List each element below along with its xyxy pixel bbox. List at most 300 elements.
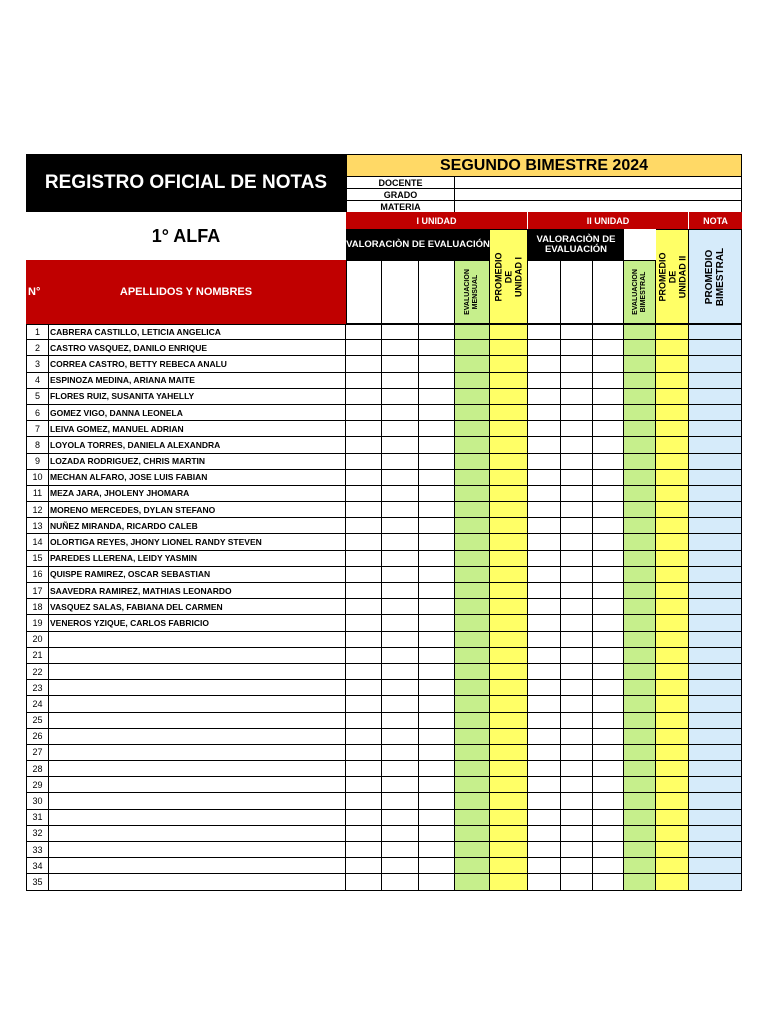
eval-1-cell[interactable] bbox=[346, 551, 382, 567]
student-name[interactable] bbox=[49, 793, 346, 809]
eval-5-cell[interactable] bbox=[561, 793, 593, 809]
eval-1-cell[interactable] bbox=[346, 518, 382, 534]
promedio-unidad-1-cell[interactable] bbox=[490, 518, 528, 534]
eval-bimestral-cell[interactable] bbox=[624, 437, 656, 453]
eval-1-cell[interactable] bbox=[346, 340, 382, 356]
promedio-unidad-1-cell[interactable] bbox=[490, 551, 528, 567]
eval-6-cell[interactable] bbox=[593, 842, 624, 858]
eval-mensual-cell[interactable] bbox=[455, 356, 490, 372]
eval-bimestral-cell[interactable] bbox=[624, 356, 656, 372]
promedio-unidad-1-cell[interactable] bbox=[490, 567, 528, 583]
eval-4-cell[interactable] bbox=[528, 615, 561, 631]
eval-4-cell[interactable] bbox=[528, 437, 561, 453]
student-name[interactable]: CORREA CASTRO, BETTY REBECA ANALU bbox=[49, 356, 346, 372]
eval-4-cell[interactable] bbox=[528, 874, 561, 890]
student-name[interactable]: MEZA JARA, JHOLENY JHOMARA bbox=[49, 486, 346, 502]
eval-bimestral-cell[interactable] bbox=[624, 842, 656, 858]
eval-mensual-cell[interactable] bbox=[455, 874, 490, 890]
student-name[interactable]: MECHAN ALFARO, JOSE LUIS FABIAN bbox=[49, 470, 346, 486]
eval-3-cell[interactable] bbox=[419, 437, 455, 453]
eval-bimestral-cell[interactable] bbox=[624, 615, 656, 631]
promedio-unidad-2-cell[interactable] bbox=[656, 437, 689, 453]
eval-2-cell[interactable] bbox=[382, 777, 419, 793]
promedio-unidad-2-cell[interactable] bbox=[656, 632, 689, 648]
eval-1-cell[interactable] bbox=[346, 696, 382, 712]
eval-mensual-cell[interactable] bbox=[455, 340, 490, 356]
eval-1-cell[interactable] bbox=[346, 356, 382, 372]
eval-bimestral-cell[interactable] bbox=[624, 389, 656, 405]
promedio-unidad-1-cell[interactable] bbox=[490, 470, 528, 486]
eval-6-cell[interactable] bbox=[593, 793, 624, 809]
eval-2-cell[interactable] bbox=[382, 826, 419, 842]
eval-5-cell[interactable] bbox=[561, 874, 593, 890]
eval-mensual-cell[interactable] bbox=[455, 761, 490, 777]
student-name[interactable] bbox=[49, 632, 346, 648]
student-name[interactable] bbox=[49, 777, 346, 793]
eval-4-cell[interactable] bbox=[528, 421, 561, 437]
student-name[interactable]: CASTRO VASQUEZ, DANILO ENRIQUE bbox=[49, 340, 346, 356]
promedio-unidad-1-cell[interactable] bbox=[490, 502, 528, 518]
eval-1-cell[interactable] bbox=[346, 842, 382, 858]
promedio-unidad-2-cell[interactable] bbox=[656, 325, 689, 340]
promedio-unidad-2-cell[interactable] bbox=[656, 745, 689, 761]
eval-4-cell[interactable] bbox=[528, 389, 561, 405]
promedio-unidad-2-cell[interactable] bbox=[656, 567, 689, 583]
eval-5-cell[interactable] bbox=[561, 713, 593, 729]
student-name[interactable]: LEIVA GOMEZ, MANUEL ADRIAN bbox=[49, 421, 346, 437]
eval-6-cell[interactable] bbox=[593, 518, 624, 534]
promedio-bimestral-cell[interactable] bbox=[689, 874, 742, 890]
eval-3-cell[interactable] bbox=[419, 648, 455, 664]
eval-bimestral-cell[interactable] bbox=[624, 826, 656, 842]
promedio-unidad-1-cell[interactable] bbox=[490, 729, 528, 745]
eval-4-cell[interactable] bbox=[528, 405, 561, 421]
eval-1-cell[interactable] bbox=[346, 648, 382, 664]
eval-6-cell[interactable] bbox=[593, 826, 624, 842]
eval-bimestral-cell[interactable] bbox=[624, 696, 656, 712]
eval-2-cell[interactable] bbox=[382, 437, 419, 453]
promedio-bimestral-cell[interactable] bbox=[689, 583, 742, 599]
eval-mensual-cell[interactable] bbox=[455, 745, 490, 761]
eval-mensual-cell[interactable] bbox=[455, 777, 490, 793]
eval-3-cell[interactable] bbox=[419, 745, 455, 761]
promedio-unidad-1-cell[interactable] bbox=[490, 874, 528, 890]
eval-5-cell[interactable] bbox=[561, 340, 593, 356]
eval-3-cell[interactable] bbox=[419, 615, 455, 631]
eval-2-cell[interactable] bbox=[382, 373, 419, 389]
eval-5-cell[interactable] bbox=[561, 664, 593, 680]
eval-mensual-cell[interactable] bbox=[455, 696, 490, 712]
eval-3-cell[interactable] bbox=[419, 454, 455, 470]
eval-5-cell[interactable] bbox=[561, 356, 593, 372]
eval-3-cell[interactable] bbox=[419, 340, 455, 356]
eval-2-cell[interactable] bbox=[382, 405, 419, 421]
eval-5-cell[interactable] bbox=[561, 615, 593, 631]
eval-6-cell[interactable] bbox=[593, 632, 624, 648]
promedio-bimestral-cell[interactable] bbox=[689, 745, 742, 761]
eval-2-cell[interactable] bbox=[382, 551, 419, 567]
eval-2-cell[interactable] bbox=[382, 470, 419, 486]
eval-1-cell[interactable] bbox=[346, 534, 382, 550]
eval-4-cell[interactable] bbox=[528, 518, 561, 534]
eval-3-cell[interactable] bbox=[419, 858, 455, 874]
eval-5-cell[interactable] bbox=[561, 325, 593, 340]
eval-6-cell[interactable] bbox=[593, 470, 624, 486]
eval-3-cell[interactable] bbox=[419, 518, 455, 534]
promedio-unidad-2-cell[interactable] bbox=[656, 518, 689, 534]
eval-2-cell[interactable] bbox=[382, 664, 419, 680]
promedio-unidad-1-cell[interactable] bbox=[490, 745, 528, 761]
eval-6-cell[interactable] bbox=[593, 486, 624, 502]
eval-mensual-cell[interactable] bbox=[455, 325, 490, 340]
eval-5-cell[interactable] bbox=[561, 373, 593, 389]
eval-1-cell[interactable] bbox=[346, 325, 382, 340]
promedio-unidad-1-cell[interactable] bbox=[490, 437, 528, 453]
eval-3-cell[interactable] bbox=[419, 874, 455, 890]
promedio-unidad-1-cell[interactable] bbox=[490, 534, 528, 550]
student-name[interactable]: SAAVEDRA RAMIREZ, MATHIAS LEONARDO bbox=[49, 583, 346, 599]
eval-bimestral-cell[interactable] bbox=[624, 518, 656, 534]
student-name[interactable] bbox=[49, 761, 346, 777]
promedio-unidad-1-cell[interactable] bbox=[490, 454, 528, 470]
eval-1-cell[interactable] bbox=[346, 858, 382, 874]
eval-mensual-cell[interactable] bbox=[455, 599, 490, 615]
eval-4-cell[interactable] bbox=[528, 599, 561, 615]
promedio-unidad-1-cell[interactable] bbox=[490, 356, 528, 372]
promedio-unidad-2-cell[interactable] bbox=[656, 696, 689, 712]
promedio-bimestral-cell[interactable] bbox=[689, 729, 742, 745]
eval-bimestral-cell[interactable] bbox=[624, 729, 656, 745]
eval-bimestral-cell[interactable] bbox=[624, 470, 656, 486]
eval-5-cell[interactable] bbox=[561, 437, 593, 453]
eval-mensual-cell[interactable] bbox=[455, 842, 490, 858]
eval-6-cell[interactable] bbox=[593, 858, 624, 874]
eval-bimestral-cell[interactable] bbox=[624, 680, 656, 696]
eval-mensual-cell[interactable] bbox=[455, 729, 490, 745]
eval-mensual-cell[interactable] bbox=[455, 486, 490, 502]
promedio-unidad-2-cell[interactable] bbox=[656, 761, 689, 777]
student-name[interactable]: OLORTIGA REYES, JHONY LIONEL RANDY STEVEN bbox=[49, 534, 346, 550]
promedio-unidad-1-cell[interactable] bbox=[490, 373, 528, 389]
eval-3-cell[interactable] bbox=[419, 373, 455, 389]
eval-4-cell[interactable] bbox=[528, 502, 561, 518]
student-name[interactable]: MORENO MERCEDES, DYLAN STEFANO bbox=[49, 502, 346, 518]
student-name[interactable]: GOMEZ VIGO, DANNA LEONELA bbox=[49, 405, 346, 421]
promedio-bimestral-cell[interactable] bbox=[689, 793, 742, 809]
eval-6-cell[interactable] bbox=[593, 325, 624, 340]
student-name[interactable] bbox=[49, 729, 346, 745]
eval-4-cell[interactable] bbox=[528, 648, 561, 664]
eval-2-cell[interactable] bbox=[382, 340, 419, 356]
eval-bimestral-cell[interactable] bbox=[624, 534, 656, 550]
eval-mensual-cell[interactable] bbox=[455, 583, 490, 599]
eval-6-cell[interactable] bbox=[593, 534, 624, 550]
eval-5-cell[interactable] bbox=[561, 534, 593, 550]
eval-1-cell[interactable] bbox=[346, 373, 382, 389]
promedio-unidad-1-cell[interactable] bbox=[490, 761, 528, 777]
eval-6-cell[interactable] bbox=[593, 615, 624, 631]
eval-5-cell[interactable] bbox=[561, 632, 593, 648]
eval-bimestral-cell[interactable] bbox=[624, 340, 656, 356]
eval-bimestral-cell[interactable] bbox=[624, 421, 656, 437]
promedio-bimestral-cell[interactable] bbox=[689, 437, 742, 453]
promedio-bimestral-cell[interactable] bbox=[689, 486, 742, 502]
eval-1-cell[interactable] bbox=[346, 874, 382, 890]
student-name[interactable]: FLORES RUIZ, SUSANITA YAHELLY bbox=[49, 389, 346, 405]
eval-6-cell[interactable] bbox=[593, 356, 624, 372]
promedio-unidad-2-cell[interactable] bbox=[656, 486, 689, 502]
eval-2-cell[interactable] bbox=[382, 356, 419, 372]
eval-2-cell[interactable] bbox=[382, 615, 419, 631]
promedio-bimestral-cell[interactable] bbox=[689, 389, 742, 405]
eval-6-cell[interactable] bbox=[593, 664, 624, 680]
promedio-unidad-1-cell[interactable] bbox=[490, 777, 528, 793]
eval-1-cell[interactable] bbox=[346, 454, 382, 470]
eval-bimestral-cell[interactable] bbox=[624, 777, 656, 793]
eval-6-cell[interactable] bbox=[593, 810, 624, 826]
eval-1-cell[interactable] bbox=[346, 713, 382, 729]
student-name[interactable] bbox=[49, 842, 346, 858]
eval-3-cell[interactable] bbox=[419, 826, 455, 842]
promedio-bimestral-cell[interactable] bbox=[689, 567, 742, 583]
eval-4-cell[interactable] bbox=[528, 470, 561, 486]
eval-3-cell[interactable] bbox=[419, 696, 455, 712]
student-name[interactable] bbox=[49, 648, 346, 664]
eval-1-cell[interactable] bbox=[346, 615, 382, 631]
eval-5-cell[interactable] bbox=[561, 648, 593, 664]
eval-5-cell[interactable] bbox=[561, 583, 593, 599]
eval-2-cell[interactable] bbox=[382, 421, 419, 437]
eval-6-cell[interactable] bbox=[593, 421, 624, 437]
eval-3-cell[interactable] bbox=[419, 421, 455, 437]
eval-1-cell[interactable] bbox=[346, 729, 382, 745]
promedio-unidad-2-cell[interactable] bbox=[656, 826, 689, 842]
promedio-bimestral-cell[interactable] bbox=[689, 454, 742, 470]
eval-1-cell[interactable] bbox=[346, 680, 382, 696]
eval-2-cell[interactable] bbox=[382, 534, 419, 550]
eval-2-cell[interactable] bbox=[382, 583, 419, 599]
promedio-unidad-1-cell[interactable] bbox=[490, 486, 528, 502]
promedio-unidad-1-cell[interactable] bbox=[490, 713, 528, 729]
eval-4-cell[interactable] bbox=[528, 729, 561, 745]
promedio-unidad-2-cell[interactable] bbox=[656, 551, 689, 567]
student-name[interactable]: VASQUEZ SALAS, FABIANA DEL CARMEN bbox=[49, 599, 346, 615]
eval-2-cell[interactable] bbox=[382, 502, 419, 518]
promedio-unidad-2-cell[interactable] bbox=[656, 470, 689, 486]
eval-4-cell[interactable] bbox=[528, 632, 561, 648]
promedio-bimestral-cell[interactable] bbox=[689, 551, 742, 567]
eval-4-cell[interactable] bbox=[528, 551, 561, 567]
promedio-bimestral-cell[interactable] bbox=[689, 696, 742, 712]
promedio-unidad-2-cell[interactable] bbox=[656, 373, 689, 389]
promedio-bimestral-cell[interactable] bbox=[689, 761, 742, 777]
eval-5-cell[interactable] bbox=[561, 567, 593, 583]
eval-bimestral-cell[interactable] bbox=[624, 664, 656, 680]
student-name[interactable] bbox=[49, 713, 346, 729]
eval-4-cell[interactable] bbox=[528, 534, 561, 550]
promedio-unidad-2-cell[interactable] bbox=[656, 729, 689, 745]
promedio-unidad-2-cell[interactable] bbox=[656, 648, 689, 664]
student-name[interactable] bbox=[49, 696, 346, 712]
eval-bimestral-cell[interactable] bbox=[624, 567, 656, 583]
eval-6-cell[interactable] bbox=[593, 761, 624, 777]
eval-bimestral-cell[interactable] bbox=[624, 325, 656, 340]
eval-bimestral-cell[interactable] bbox=[624, 713, 656, 729]
promedio-unidad-2-cell[interactable] bbox=[656, 713, 689, 729]
promedio-unidad-1-cell[interactable] bbox=[490, 583, 528, 599]
eval-6-cell[interactable] bbox=[593, 373, 624, 389]
eval-6-cell[interactable] bbox=[593, 389, 624, 405]
promedio-unidad-1-cell[interactable] bbox=[490, 810, 528, 826]
eval-mensual-cell[interactable] bbox=[455, 826, 490, 842]
eval-bimestral-cell[interactable] bbox=[624, 745, 656, 761]
student-name[interactable]: QUISPE RAMIREZ, OSCAR SEBASTIAN bbox=[49, 567, 346, 583]
eval-mensual-cell[interactable] bbox=[455, 470, 490, 486]
promedio-unidad-1-cell[interactable] bbox=[490, 842, 528, 858]
eval-mensual-cell[interactable] bbox=[455, 551, 490, 567]
eval-3-cell[interactable] bbox=[419, 664, 455, 680]
eval-1-cell[interactable] bbox=[346, 777, 382, 793]
eval-5-cell[interactable] bbox=[561, 486, 593, 502]
eval-3-cell[interactable] bbox=[419, 777, 455, 793]
eval-4-cell[interactable] bbox=[528, 664, 561, 680]
eval-1-cell[interactable] bbox=[346, 810, 382, 826]
student-name[interactable] bbox=[49, 664, 346, 680]
promedio-unidad-2-cell[interactable] bbox=[656, 858, 689, 874]
eval-3-cell[interactable] bbox=[419, 599, 455, 615]
eval-6-cell[interactable] bbox=[593, 729, 624, 745]
promedio-unidad-2-cell[interactable] bbox=[656, 842, 689, 858]
eval-mensual-cell[interactable] bbox=[455, 713, 490, 729]
eval-5-cell[interactable] bbox=[561, 696, 593, 712]
eval-mensual-cell[interactable] bbox=[455, 858, 490, 874]
eval-2-cell[interactable] bbox=[382, 486, 419, 502]
promedio-unidad-2-cell[interactable] bbox=[656, 389, 689, 405]
student-name[interactable] bbox=[49, 858, 346, 874]
eval-bimestral-cell[interactable] bbox=[624, 486, 656, 502]
eval-bimestral-cell[interactable] bbox=[624, 761, 656, 777]
eval-3-cell[interactable] bbox=[419, 729, 455, 745]
eval-4-cell[interactable] bbox=[528, 761, 561, 777]
student-name[interactable] bbox=[49, 826, 346, 842]
promedio-bimestral-cell[interactable] bbox=[689, 325, 742, 340]
eval-1-cell[interactable] bbox=[346, 437, 382, 453]
eval-mensual-cell[interactable] bbox=[455, 502, 490, 518]
eval-3-cell[interactable] bbox=[419, 325, 455, 340]
eval-1-cell[interactable] bbox=[346, 405, 382, 421]
promedio-bimestral-cell[interactable] bbox=[689, 373, 742, 389]
eval-1-cell[interactable] bbox=[346, 793, 382, 809]
eval-mensual-cell[interactable] bbox=[455, 810, 490, 826]
promedio-bimestral-cell[interactable] bbox=[689, 664, 742, 680]
eval-4-cell[interactable] bbox=[528, 373, 561, 389]
eval-5-cell[interactable] bbox=[561, 389, 593, 405]
eval-4-cell[interactable] bbox=[528, 826, 561, 842]
promedio-unidad-2-cell[interactable] bbox=[656, 664, 689, 680]
eval-2-cell[interactable] bbox=[382, 648, 419, 664]
eval-5-cell[interactable] bbox=[561, 745, 593, 761]
eval-3-cell[interactable] bbox=[419, 470, 455, 486]
eval-6-cell[interactable] bbox=[593, 340, 624, 356]
eval-4-cell[interactable] bbox=[528, 713, 561, 729]
student-name[interactable]: NUÑEZ MIRANDA, RICARDO CALEB bbox=[49, 518, 346, 534]
promedio-unidad-1-cell[interactable] bbox=[490, 389, 528, 405]
eval-4-cell[interactable] bbox=[528, 858, 561, 874]
eval-1-cell[interactable] bbox=[346, 486, 382, 502]
promedio-unidad-1-cell[interactable] bbox=[490, 793, 528, 809]
eval-4-cell[interactable] bbox=[528, 680, 561, 696]
promedio-unidad-2-cell[interactable] bbox=[656, 874, 689, 890]
eval-3-cell[interactable] bbox=[419, 632, 455, 648]
eval-mensual-cell[interactable] bbox=[455, 421, 490, 437]
student-name[interactable] bbox=[49, 810, 346, 826]
eval-mensual-cell[interactable] bbox=[455, 664, 490, 680]
promedio-bimestral-cell[interactable] bbox=[689, 842, 742, 858]
eval-mensual-cell[interactable] bbox=[455, 793, 490, 809]
eval-3-cell[interactable] bbox=[419, 567, 455, 583]
student-name[interactable] bbox=[49, 874, 346, 890]
promedio-unidad-2-cell[interactable] bbox=[656, 583, 689, 599]
eval-6-cell[interactable] bbox=[593, 437, 624, 453]
eval-3-cell[interactable] bbox=[419, 583, 455, 599]
eval-bimestral-cell[interactable] bbox=[624, 583, 656, 599]
student-name[interactable] bbox=[49, 680, 346, 696]
promedio-unidad-1-cell[interactable] bbox=[490, 826, 528, 842]
eval-mensual-cell[interactable] bbox=[455, 632, 490, 648]
eval-5-cell[interactable] bbox=[561, 858, 593, 874]
promedio-unidad-2-cell[interactable] bbox=[656, 454, 689, 470]
eval-2-cell[interactable] bbox=[382, 858, 419, 874]
eval-mensual-cell[interactable] bbox=[455, 405, 490, 421]
eval-4-cell[interactable] bbox=[528, 745, 561, 761]
promedio-unidad-1-cell[interactable] bbox=[490, 632, 528, 648]
eval-2-cell[interactable] bbox=[382, 680, 419, 696]
eval-2-cell[interactable] bbox=[382, 842, 419, 858]
promedio-unidad-1-cell[interactable] bbox=[490, 340, 528, 356]
eval-6-cell[interactable] bbox=[593, 599, 624, 615]
eval-5-cell[interactable] bbox=[561, 729, 593, 745]
eval-4-cell[interactable] bbox=[528, 810, 561, 826]
promedio-unidad-2-cell[interactable] bbox=[656, 615, 689, 631]
eval-4-cell[interactable] bbox=[528, 486, 561, 502]
student-name[interactable]: LOZADA RODRIGUEZ, CHRIS MARTIN bbox=[49, 454, 346, 470]
promedio-bimestral-cell[interactable] bbox=[689, 340, 742, 356]
promedio-unidad-2-cell[interactable] bbox=[656, 340, 689, 356]
promedio-bimestral-cell[interactable] bbox=[689, 421, 742, 437]
eval-bimestral-cell[interactable] bbox=[624, 874, 656, 890]
eval-4-cell[interactable] bbox=[528, 325, 561, 340]
eval-3-cell[interactable] bbox=[419, 680, 455, 696]
eval-2-cell[interactable] bbox=[382, 632, 419, 648]
eval-4-cell[interactable] bbox=[528, 356, 561, 372]
promedio-bimestral-cell[interactable] bbox=[689, 518, 742, 534]
promedio-unidad-2-cell[interactable] bbox=[656, 502, 689, 518]
eval-3-cell[interactable] bbox=[419, 405, 455, 421]
eval-bimestral-cell[interactable] bbox=[624, 551, 656, 567]
eval-6-cell[interactable] bbox=[593, 567, 624, 583]
eval-5-cell[interactable] bbox=[561, 421, 593, 437]
eval-bimestral-cell[interactable] bbox=[624, 793, 656, 809]
student-name[interactable]: LOYOLA TORRES, DANIELA ALEXANDRA bbox=[49, 437, 346, 453]
eval-3-cell[interactable] bbox=[419, 389, 455, 405]
eval-mensual-cell[interactable] bbox=[455, 389, 490, 405]
eval-5-cell[interactable] bbox=[561, 826, 593, 842]
eval-bimestral-cell[interactable] bbox=[624, 373, 656, 389]
student-name[interactable]: CABRERA CASTILLO, LETICIA ANGELICA bbox=[49, 325, 346, 340]
eval-2-cell[interactable] bbox=[382, 389, 419, 405]
eval-bimestral-cell[interactable] bbox=[624, 502, 656, 518]
eval-mensual-cell[interactable] bbox=[455, 518, 490, 534]
